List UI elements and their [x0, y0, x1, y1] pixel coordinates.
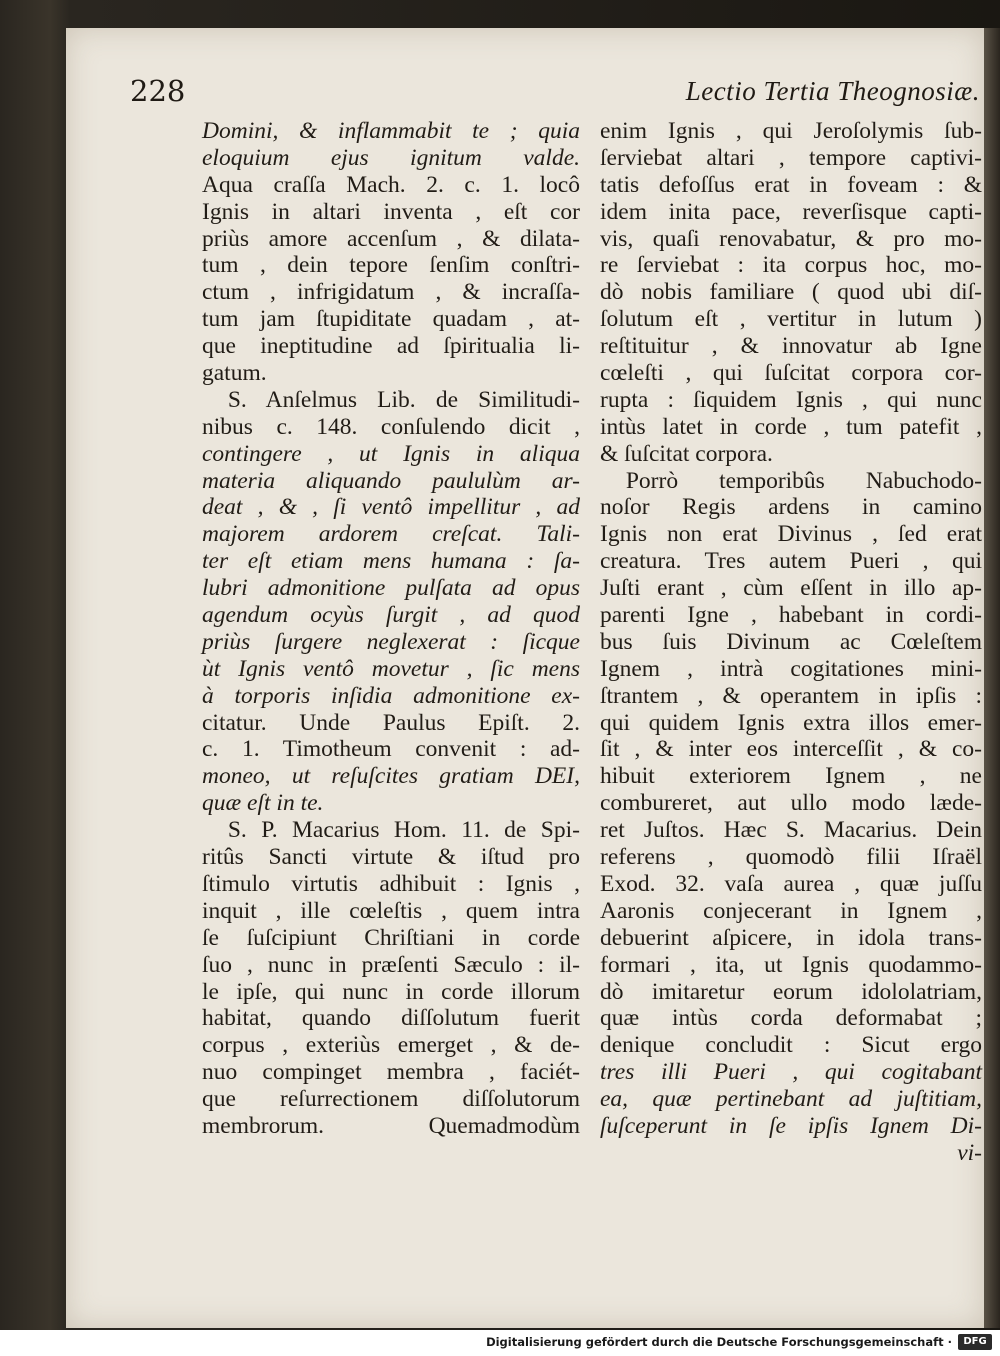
- text-line: Ignem , intrà cogitationes mini-: [600, 655, 982, 682]
- text-line: Aaronis conjecerant in Ignem ,: [600, 897, 982, 924]
- text-line: & ſuſcitat corpora.: [600, 440, 773, 467]
- text-line: cœleſti , qui ſuſcitat corpora cor-: [600, 360, 982, 387]
- text-line: à torporis inſidia admonitione ex-: [202, 682, 580, 709]
- text-line: Domini, & inflammabit te ; quia: [202, 118, 580, 144]
- text-line: priùs amore accenſum , & dilata-: [202, 225, 580, 252]
- text-line: que ineptitudine ad ſpiritualia li-: [202, 333, 580, 360]
- text-line: enim Ignis , qui Jeroſolymis ſub-: [600, 118, 982, 144]
- text-line: gatum.: [202, 360, 267, 387]
- text-line: re ſerviebat : ita corpus hoc, mo-: [600, 252, 982, 279]
- text-line: ret Juſtos. Hæc S. Macarius. Dein: [600, 817, 982, 844]
- text-line: majorem ardorem creſcat. Tali-: [202, 521, 580, 548]
- text-line: formari , ita, ut Ignis quodammo-: [600, 951, 982, 978]
- text-line: ctum , infrigidatum , & incraſſa-: [202, 279, 580, 306]
- text-line: contingere , ut Ignis in aliqua: [202, 440, 580, 467]
- text-line: reſtituitur , & innovatur ab Igne: [600, 333, 982, 360]
- text-line: tatis defoſſus erat in foveam : &: [600, 171, 982, 198]
- text-line: membrorum. Quemadmodùm: [202, 1112, 580, 1139]
- text-line: parenti Igne , habebant in cordi-: [600, 602, 982, 629]
- text-line: que reſurrectionem diſſolutorum: [202, 1086, 580, 1113]
- text-line: tum , dein tepore ſenſim conſtri-: [202, 252, 580, 279]
- digitization-footer: [0, 1330, 1000, 1356]
- funding-notice: Digitalisierung gefördert durch die Deutsche Forschungsgemeinschaft ·: [486, 1335, 952, 1349]
- text-line: materia aliquando paululùm ar-: [202, 467, 580, 494]
- text-line: rupta : ſiquidem Ignis , qui nunc: [600, 386, 982, 413]
- text-line: Aqua craſſa Mach. 2. c. 1. locô: [202, 171, 580, 198]
- text-line: ſit , & inter eos interceſſit , & co-: [600, 736, 982, 763]
- text-line: referens , quomodò filii Iſraël: [600, 844, 982, 871]
- text-line: ſtimulo virtutis adhibuit : Ignis ,: [202, 870, 580, 897]
- text-line: S. Anſelmus Lib. de Similitudi-: [227, 386, 580, 413]
- text-line: idem inita pace, reverſisque capti-: [600, 198, 982, 225]
- text-line: quæ intùs corda deformabat ;: [600, 1005, 982, 1032]
- text-line: corpus , exteriùs emerget , & de-: [202, 1032, 580, 1059]
- text-line: Ignis in altari inventa , eſt cor: [202, 198, 580, 225]
- text-line: nibus c. 148. conſulendo dicit ,: [202, 413, 580, 440]
- text-line: eloquium ejus ignitum valde.: [202, 144, 580, 171]
- running-title: Lectio Tertia Theognosiæ.: [685, 76, 980, 106]
- text-line: citatur. Unde Paulus Epiſt. 2.: [202, 709, 580, 736]
- text-line: ea, quæ pertinebant ad juſtitiam,: [600, 1086, 982, 1113]
- text-line: ſuſceperunt in ſe ipſis Ignem Di-: [600, 1112, 982, 1139]
- text-line: combureret, aut ullo modo læde-: [600, 790, 982, 817]
- text-line: S. P. Macarius Hom. 11. de Spi-: [227, 817, 580, 844]
- page-number: 228: [130, 74, 186, 108]
- text-line: qui quidem Ignis extra illos emer-: [600, 709, 982, 736]
- text-line: ſolutum eſt , vertitur in lutum ): [600, 306, 982, 333]
- text-line: Porrò temporibûs Nabuchodo-: [625, 467, 982, 494]
- text-line: denique concludit : Sicut ergo: [600, 1032, 982, 1059]
- page-header: [130, 72, 980, 122]
- text-line: debuerint aſpicere, in idola trans-: [600, 924, 982, 951]
- text-line: intùs latet in corde , tum patefit ,: [600, 413, 982, 440]
- text-line: le ipſe, qui nunc in corde illorum: [202, 978, 580, 1005]
- text-line: habitat, quando diſſolutum fuerit: [202, 1005, 580, 1032]
- text-line: Exod. 32. vaſa aurea , quæ juſſu: [600, 870, 982, 897]
- dfg-logo: DFG: [958, 1334, 992, 1350]
- text-line: moneo, ut reſuſcites gratiam DEI,: [202, 763, 580, 790]
- text-line: inquit , ille cœleſtis , quem intra: [202, 897, 580, 924]
- text-line: deat , & , ſi ventô impellitur , ad: [202, 494, 580, 521]
- text-line: nuo compinget membra , faciét-: [202, 1059, 580, 1086]
- page-edge-shadow: [984, 28, 1000, 1328]
- text-line: priùs ſurgere neglexerat : ſicque: [202, 628, 580, 655]
- text-line: lubri admonitione pulſata ad opus: [202, 575, 580, 602]
- text-line: ſerviebat altari , tempore captivi-: [600, 144, 982, 171]
- text-line: quæ eſt in te.: [202, 790, 324, 817]
- text-line: agendum ocyùs ſurgit , ad quod: [202, 602, 580, 629]
- text-line: creatura. Tres autem Pueri , qui: [600, 548, 982, 575]
- text-line: noſor Regis ardens in camino: [600, 494, 982, 521]
- text-line: vi-: [957, 1139, 982, 1166]
- text-line: tum jam ſtupiditate quadam , at-: [202, 306, 580, 333]
- right-text-column: [600, 118, 982, 1167]
- text-line: ritûs Sancti virtute & iſtud pro: [202, 844, 580, 871]
- left-text-column: [202, 118, 580, 1140]
- text-line: ſuo , nunc in præſenti Sæculo : il-: [202, 951, 580, 978]
- text-line: dò imitaretur eorum idololatriam,: [600, 978, 982, 1005]
- text-line: tres illi Pueri , qui cogitabant: [600, 1059, 982, 1086]
- text-line: ter eſt etiam mens humana : ſa-: [202, 548, 580, 575]
- text-line: ſtrantem , & operantem in ipſis :: [600, 682, 982, 709]
- text-line: ſe ſuſcipiunt Chriſtiani in corde: [202, 924, 580, 951]
- text-line: Ignis non erat Divinus , ſed erat: [600, 521, 982, 548]
- text-line: hibuit exteriorem Ignem , ne: [600, 763, 982, 790]
- text-line: vis, quaſi renovabatur, & pro mo-: [600, 225, 982, 252]
- text-line: c. 1. Timotheum convenit : ad-: [202, 736, 580, 763]
- text-line: Juſti erant , cùm eſſent in illo ap-: [600, 575, 982, 602]
- text-line: dò nobis familiare ( quod ubi diſ-: [600, 279, 982, 306]
- text-line: ùt Ignis ventô movetur , ſic mens: [202, 655, 580, 682]
- text-line: bus ſuis Divinum ac Cœleſtem: [600, 628, 982, 655]
